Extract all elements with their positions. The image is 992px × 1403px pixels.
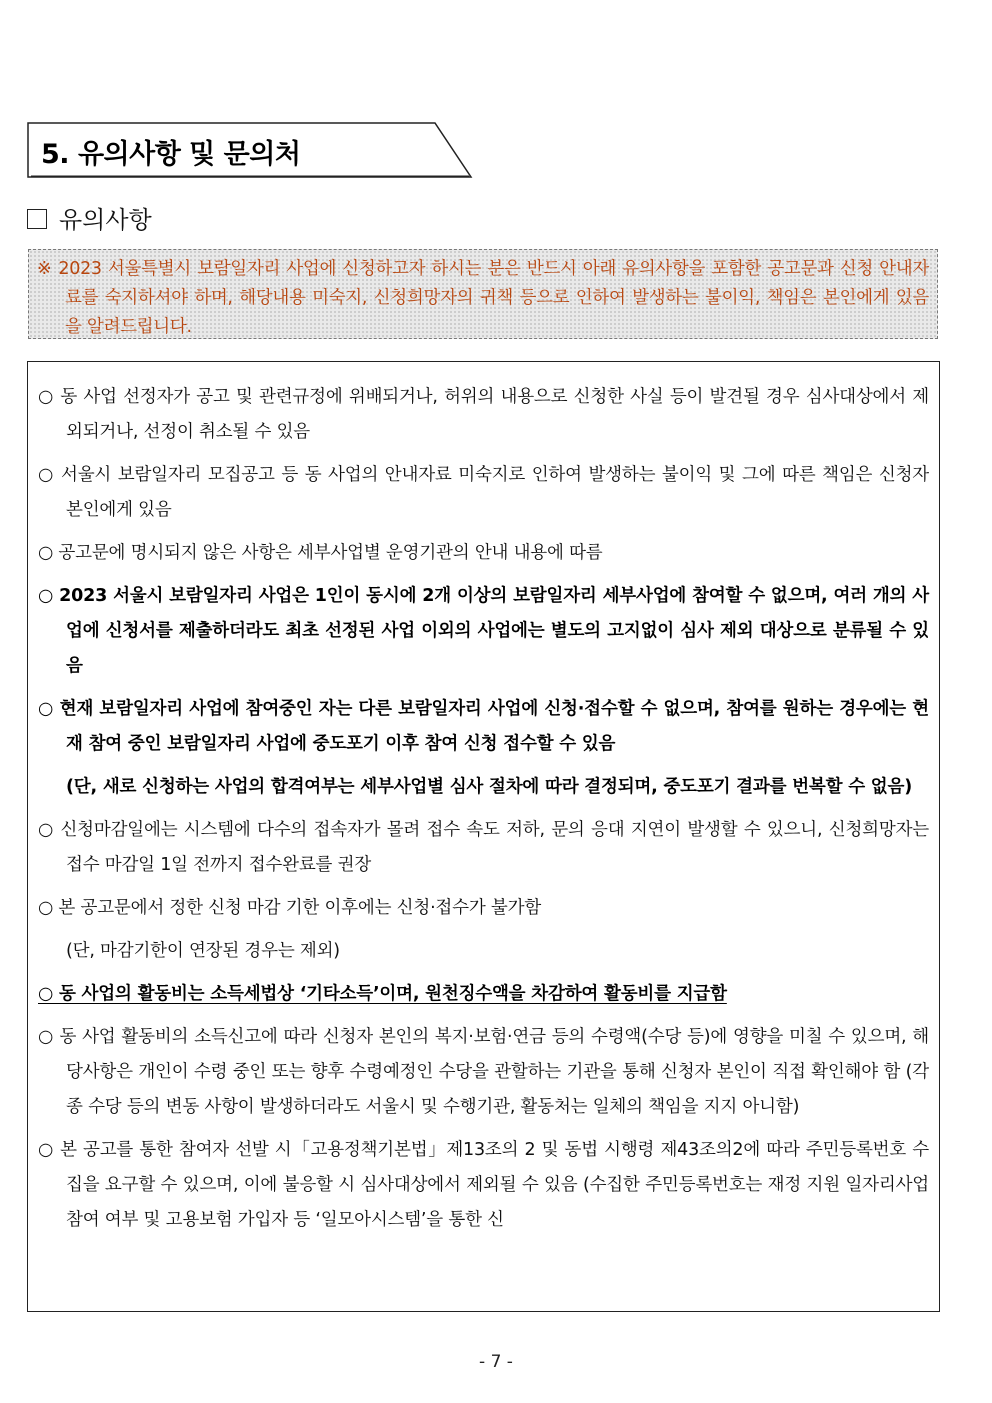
list-item-note: (단, 마감기한이 연장된 경우는 제외) bbox=[66, 941, 340, 961]
section-title: 5. 유의사항 및 문의처 bbox=[41, 139, 301, 170]
subsection-heading bbox=[27, 200, 152, 235]
list-item: ○ 서울시 보람일자리 모집공고 등 동 사업의 안내자료 미숙지로 인하여 발생하는 불이익 및 그에 따른 책임은 신청자 본인에게 있음 bbox=[38, 465, 929, 520]
subsection-label: 유의사항 bbox=[59, 206, 152, 234]
list-item: ○ 동 사업 활동비의 소득신고에 따라 신청자 본인의 복지·보험·연금 등의 수령액(수당 등)에 영향을 미칠 수 있으며, 해당사항은 개인이 수령 중인 또는 향후 수령예정인 수당을 관할하는 기관을 통해 신청자 본인이 직접 확인해야 함 (각종 수당 등의 변동 사항이 발생하더라도 서울시 및 수행기관, 활동처는 일체의 책임을 지지 아니함) bbox=[38, 1027, 929, 1117]
list-item: ○ 현재 보람일자리 사업에 참여중인 자는 다른 보람일자리 사업에 신청·접수할 수 없으며, 참여를 원하는 경우에는 현재 참여 중인 보람일자리 사업에 중도포기 이후 참여 신청 접수할 수 있음 bbox=[38, 699, 929, 754]
notes-box bbox=[27, 361, 940, 1312]
underlined-text: ○ 동 사업의 활동비는 소득세법상 ‘기타소득’이며, 원천징수액을 차감하여 활동비를 지급함 bbox=[38, 984, 727, 1004]
page-number: - 7 - bbox=[479, 1352, 513, 1372]
list-item: ○ 신청마감일에는 시스템에 다수의 접속자가 몰려 접수 속도 저하, 문의 응대 지연이 발생할 수 있으니, 신청희망자는 접수 마감일 1일 전까지 접수완료를 권장 bbox=[38, 820, 929, 875]
section-header bbox=[27, 122, 473, 178]
square-bullet-icon bbox=[27, 209, 47, 229]
list-item: ○ 본 공고문에서 정한 신청 마감 기한 이후에는 신청·접수가 불가함 bbox=[38, 898, 542, 918]
list-item: ○ 본 공고를 통한 참여자 선발 시「고용정책기본법」제13조의 2 및 동법 시행령 제43조의2에 따라 주민등록번호 수집을 요구할 수 있으며, 이에 불응할 시 심사대상에서 제외될 수 있음 (수집한 주민등록번호는 재정 지원 일자리사업 참여 여부 및 고용보험 가입자 등 ‘일모아시스템’을 통한 신 bbox=[38, 1140, 929, 1230]
list-item: ○ 2023 서울시 보람일자리 사업은 1인이 동시에 2개 이상의 보람일자리 세부사업에 참여할 수 없으며, 여러 개의 사업에 신청서를 제출하더라도 최초 선정된 사업 이외의 사업에는 별도의 고지없이 심사 제외 대상으로 분류될 수 있음 bbox=[38, 586, 929, 676]
notes-list bbox=[38, 380, 929, 1246]
list-item-note: (단, 새로 신청하는 사업의 합격여부는 세부사업별 심사 절차에 따라 결정되며, 중도포기 결과를 번복할 수 없음) bbox=[66, 777, 913, 797]
list-item: ○ 공고문에 명시되지 않은 사항은 세부사업별 운영기관의 안내 내용에 따름 bbox=[38, 543, 603, 563]
list-item: ○ 동 사업 선정자가 공고 및 관련규정에 위배되거나, 허위의 내용으로 신청한 사실 등이 발견될 경우 심사대상에서 제외되거나, 선정이 취소될 수 있음 bbox=[38, 387, 929, 442]
notice-text: ※ 2023 서울특별시 보람일자리 사업에 신청하고자 하시는 분은 반드시 아래 유의사항을 포함한 공고문과 신청 안내자료를 숙지하셔야 하며, 해당내용 미숙지, 신청희망자의 귀책 등으로 인하여 발생하는 불이익, 책임은 본인에게 있음을 알려드립니다. bbox=[37, 259, 929, 337]
notice-box bbox=[28, 249, 938, 339]
list-item bbox=[38, 977, 929, 1012]
